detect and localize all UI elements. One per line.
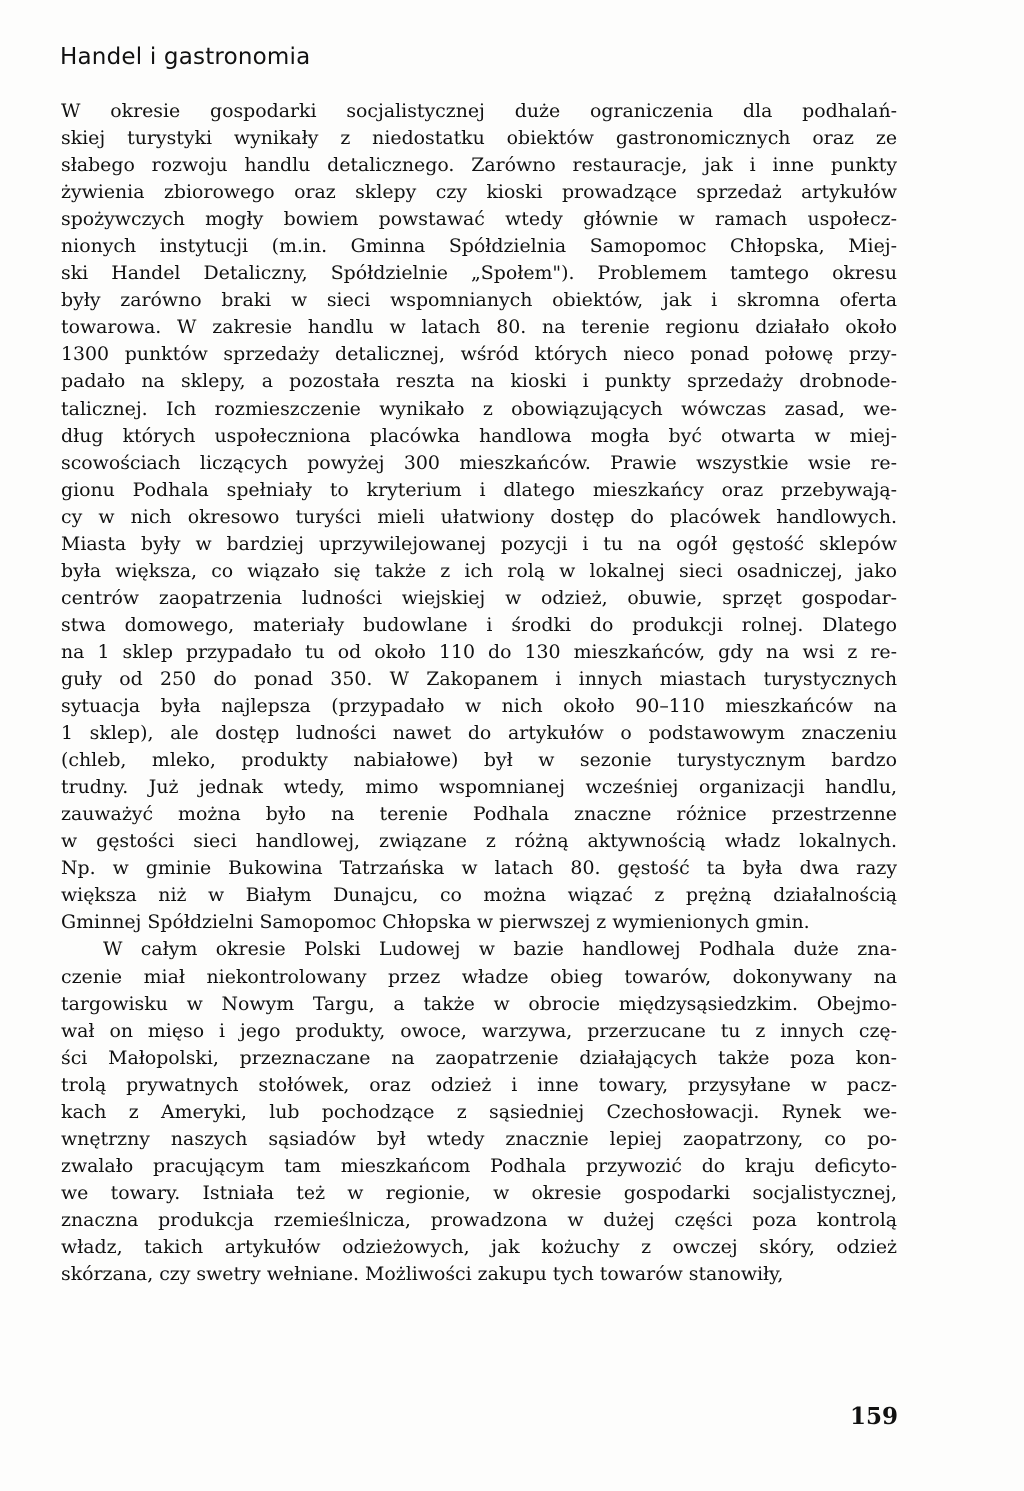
text-line: guły od 250 do ponad 350. W Zakopanem i innych miastach turystycznych [61,667,897,690]
text-line: na 1 sklep przypadało tu od około 110 do 130 mieszkańców, gdy na wsi z re- [61,640,897,663]
text-line: scowościach liczących powyżej 300 mieszkańców. Prawie wszystkie wsie re- [61,451,897,474]
text-line: stwa domowego, materiały budowlane i środki do produkcji rolnej. Dlatego [61,613,897,636]
body-text [61,98,897,1288]
text-line: wał on mięso i jego produkty, owoce, warzywa, przerzucane tu z innych czę- [61,1019,897,1042]
paragraph [61,936,897,1288]
page-number: 159 [849,1403,898,1430]
text-line: W całym okresie Polski Ludowej w bazie handlowej Podhala duże zna- [103,938,897,961]
text-line: spożywczych mogły bowiem powstawać wtedy głównie w ramach uspołecz- [61,208,897,231]
text-line: były zarówno braki w sieci wspomnianych obiektów, jak i skromna oferta [61,289,897,312]
text-line: w gęstości sieci handlowej, związane z różną aktywnością władz lokalnych. [61,830,897,853]
text-line: skórzana, czy swetry wełniane. Możliwości zakupu tych towarów stanowiły, [61,1263,784,1286]
text-line: trolą prywatnych stołówek, oraz odzież i inne towary, przysyłane w pacz- [61,1073,897,1096]
text-line: była większa, co wiązało się także z ich rolą w lokalnej sieci osadniczej, jako [61,559,897,582]
text-line: żywienia zbiorowego oraz sklepy czy kioski prowadzące sprzedaż artykułów [61,181,897,204]
text-line: nionych instytucji (m.in. Gminna Spółdzielnia Samopomoc Chłopska, Miej- [61,235,897,258]
text-line: dług których uspołeczniona placówka handlowa mogła być otwarta w miej- [61,424,897,447]
text-line: we towary. Istniała też w regionie, w okresie gospodarki socjalistycznej, [61,1181,897,1204]
paragraph [61,98,897,936]
text-line: W okresie gospodarki socjalistycznej duże ograniczenia dla podhalań- [61,100,897,122]
text-line: Miasta były w bardziej uprzywilejowanej pozycji i tu na ogół gęstość sklepów [61,532,897,555]
text-line: kach z Ameryki, lub pochodzące z sąsiedniej Czechosłowacji. Rynek we- [61,1100,897,1123]
text-line: (chleb, mleko, produkty nabiałowe) był w sezonie turystycznym bardzo [61,749,897,772]
text-line: czenie miał niekontrolowany przez władze obieg towarów, dokonywany na [61,965,897,988]
text-line: sytuacja była najlepsza (przypadało w nich około 90–110 mieszkańców na [61,695,897,718]
text-line: słabego rozwoju handlu detalicznego. Zarówno restauracje, jak i inne punkty [61,154,897,177]
text-line: wnętrzny naszych sąsiadów był wtedy znacznie lepiej zaopatrzony, co po- [61,1127,897,1150]
text-line: Np. w gminie Bukowina Tatrzańska w latach 80. gęstość ta była dwa razy [61,857,897,880]
text-line: 1300 punktów sprzedaży detalicznej, wśród których nieco ponad połowę przy- [61,343,897,366]
text-line: centrów zaopatrzenia ludności wiejskiej w odzież, obuwie, sprzęt gospodar- [61,586,897,609]
text-line: 1 sklep), ale dostęp ludności nawet do artykułów o podstawowym znaczeniu [61,722,897,745]
text-line: padało na sklepy, a pozostała reszta na kioski i punkty sprzedaży drobnode- [61,370,897,393]
text-line: targowisku w Nowym Targu, a także w obrocie międzysąsiedzkim. Obejmo- [61,992,897,1015]
text-line: ści Małopolski, przeznaczane na zaopatrzenie działających także poza kon- [61,1046,897,1069]
text-line: gionu Podhala spełniały to kryterium i dlatego mieszkańcy oraz przebywają- [61,478,897,501]
text-line: towarowa. W zakresie handlu w latach 80. na terenie regionu działało około [61,316,897,339]
text-line: talicznej. Ich rozmieszczenie wynikało z obowiązujących wówczas zasad, we- [61,397,897,420]
text-line: skiej turystyki wynikały z niedostatku obiektów gastronomicznych oraz ze [61,127,897,150]
text-line: znaczna produkcja rzemieślnicza, prowadzona w dużej części poza kontrolą [61,1208,897,1231]
text-line: większa niż w Białym Dunajcu, co można wiązać z prężną działalnością [61,884,897,907]
text-line: cy w nich okresowo turyści mieli ułatwiony dostęp do placówek handlowych. [61,505,897,528]
text-line: zauważyć można było na terenie Podhala znaczne różnice przestrzenne [61,803,897,826]
text-line: władz, takich artykułów odzieżowych, jak kożuchy z owczej skóry, odzież [61,1235,897,1258]
text-line: ski Handel Detaliczny, Spółdzielnie „Społem"). Problemem tamtego okresu [61,262,897,285]
text-line: Gminnej Spółdzielni Samopomoc Chłopska w pierwszej z wymienionych gmin. [61,911,810,934]
text-line: trudny. Już jednak wtedy, mimo wspomnianej wcześniej organizacji handlu, [61,776,897,799]
text-line: zwalało pracującym tam mieszkańcom Podhala przywozić do kraju deficyto- [61,1154,897,1177]
section-heading: Handel i gastronomia [60,44,311,70]
